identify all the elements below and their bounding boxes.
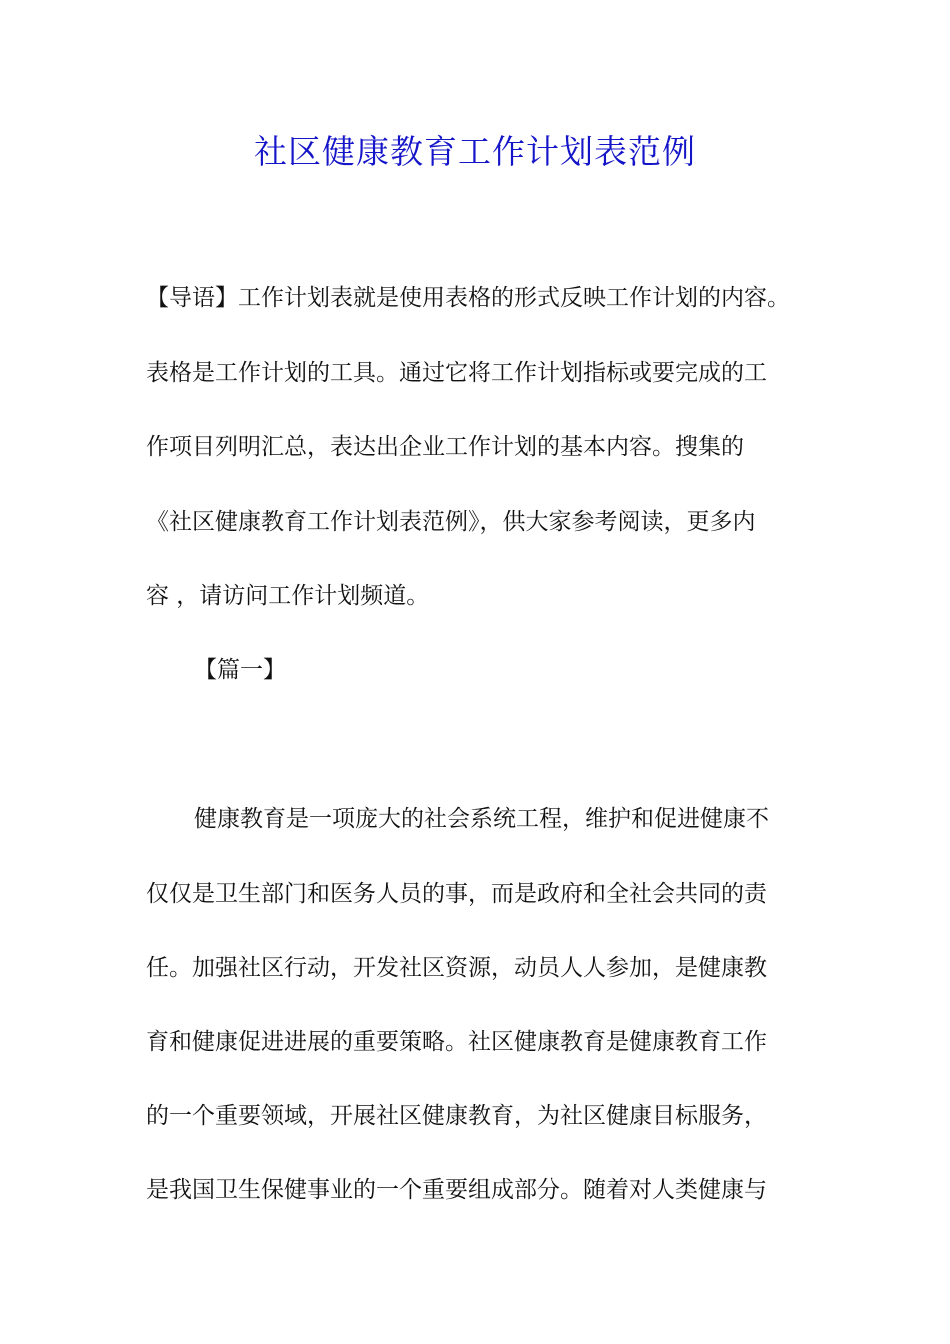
intro-line: 表格是工作计划的工具。通过它将工作计划指标或要完成的工 xyxy=(146,360,767,386)
body-line: 仅仅是卫生部门和医务人员的事，而是政府和全社会共同的责 xyxy=(146,881,767,907)
intro-line: 【导语】工作计划表就是使用表格的形式反映工作计划的内容。 xyxy=(146,285,790,311)
intro-line: 作项目列明汇总，表达出企业工作计划的基本内容。搜集的 xyxy=(146,434,744,460)
body-line: 是我国卫生保健事业的一个重要组成部分。随着对人类健康与 xyxy=(146,1177,767,1203)
body-line: 任。加强社区行动，开发社区资源，动员人人参加，是健康教 xyxy=(146,955,767,981)
intro-line: 《社区健康教育工作计划表范例》，供大家参考阅读，更多内 xyxy=(146,509,756,535)
section-heading: 【篇一】 xyxy=(194,657,286,683)
body-line: 的一个重要领域，开展社区健康教育，为社区健康目标服务， xyxy=(146,1103,767,1129)
body-line: 育和健康促进进展的重要策略。社区健康教育是健康教育工作 xyxy=(146,1029,767,1055)
document-title: 社区健康教育工作计划表范例 xyxy=(254,132,696,171)
intro-line: 容 ，请访问工作计划频道。 xyxy=(146,583,430,609)
body-line: 健康教育是一项庞大的社会系统工程，维护和促进健康不 xyxy=(194,806,769,832)
